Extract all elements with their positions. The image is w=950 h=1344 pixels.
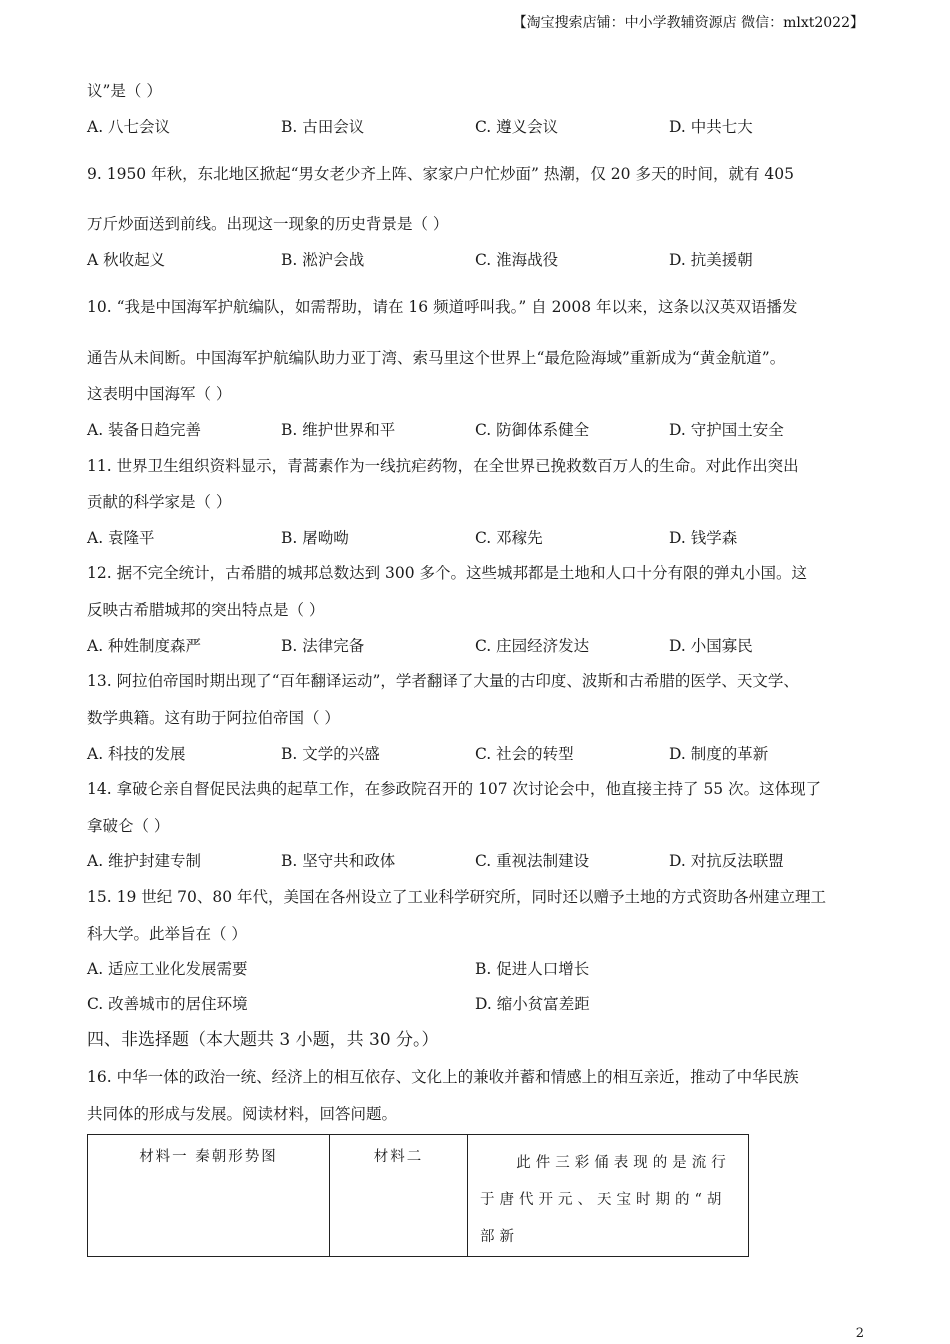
q8-option-a: A. 八七会议 <box>87 118 171 136</box>
q8-option-c: C. 遵义会议 <box>475 118 559 136</box>
q11-option-a: A. 袁隆平 <box>87 529 155 547</box>
q10-option-d: D. 守护国土安全 <box>669 421 784 439</box>
q11-option-d: D. 钱学森 <box>669 529 738 547</box>
q16-stem-line-1: 16. 中华一体的政治一统、经济上的相互依存、文化上的兼收并蓄和情感上的相互亲近，推动了中华民族 <box>87 1068 799 1086</box>
q13-option-c: C. 社会的转型 <box>475 745 574 763</box>
material-2-label-cell <box>330 1135 468 1257</box>
q12-option-c: C. 庄园经济发达 <box>475 637 590 655</box>
material-1-label: 材料一 秦朝形势图 <box>139 1149 278 1165</box>
q9-option-c: C. 淮海战役 <box>475 251 559 269</box>
q14-option-a: A. 维护封建专制 <box>87 852 202 870</box>
q9-option-b: B. 淞沪会战 <box>281 251 365 269</box>
q16-stem-line-2: 共同体的形成与发展。阅读材料，回答问题。 <box>87 1105 398 1123</box>
q10-option-c: C. 防御体系健全 <box>475 421 590 439</box>
q12-option-d: D. 小国寡民 <box>669 637 753 655</box>
q13-stem-line-1: 13. 阿拉伯帝国时期出现了“百年翻译运动”，学者翻译了大量的古印度、波斯和古希腊的医学、天文学、 <box>87 672 799 690</box>
q11-stem-line-2: 贡献的科学家是（ ） <box>87 493 232 511</box>
q14-stem-line-2: 拿破仑（ ） <box>87 817 170 835</box>
q9-option-a: A 秋收起义 <box>87 251 166 269</box>
q10-stem-line-3: 这表明中国海军（ ） <box>87 385 232 403</box>
q9-stem-line-2: 万斤炒面送到前线。出现这一现象的历史背景是（ ） <box>87 215 449 233</box>
q10-option-a: A. 装备日趋完善 <box>87 421 202 439</box>
material-2-label: 材料二 <box>373 1149 424 1165</box>
q10-option-b: B. 维护世界和平 <box>281 421 396 439</box>
material-2-text: 此件三彩俑表现的是流行于唐代开元、天宝时期的“胡部新 <box>480 1155 731 1245</box>
q14-stem-line-1: 14. 拿破仑亲自督促民法典的起草工作，在参政院召开的 107 次讨论会中，他直接主持了 55 次。这体现了 <box>87 780 822 798</box>
material-2-text-cell <box>468 1135 749 1257</box>
q9-stem-line-1: 9. 1950 年秋，东北地区掀起“男女老少齐上阵、家家户户忙炒面” 热潮，仅 20 多天的时间，就有 405 <box>87 165 794 183</box>
q12-stem-line-2: 反映古希腊城邦的突出特点是（ ） <box>87 601 325 619</box>
material-1-cell <box>88 1135 330 1257</box>
header-watermark-note: 【淘宝搜索店铺：中小学教辅资源店 微信：mlxt2022】 <box>512 15 864 31</box>
q15-option-c: C. 改善城市的居住环境 <box>87 995 248 1013</box>
page-number: 2 <box>855 1326 864 1341</box>
section-4-title: 四、非选择题（本大题共 3 小题，共 30 分。） <box>87 1030 439 1050</box>
q12-option-a: A. 种姓制度森严 <box>87 637 202 655</box>
q15-option-b: B. 促进人口增长 <box>475 960 590 978</box>
q10-stem-line-1: 10. “我是中国海军护航编队，如需帮助，请在 16 频道呼叫我。” 自 2008 年以来，这条以汉英双语播发 <box>87 298 798 316</box>
q14-option-c: C. 重视法制建设 <box>475 852 590 870</box>
q13-stem-line-2: 数学典籍。这有助于阿拉伯帝国（ ） <box>87 709 340 727</box>
q15-option-a: A. 适应工业化发展需要 <box>87 960 248 978</box>
materials-table <box>87 1134 749 1257</box>
q14-option-b: B. 坚守共和政体 <box>281 852 396 870</box>
q11-option-c: C. 邓稼先 <box>475 529 543 547</box>
q9-option-d: D. 抗美援朝 <box>669 251 753 269</box>
q14-option-d: D. 对抗反法联盟 <box>669 852 784 870</box>
q13-option-b: B. 文学的兴盛 <box>281 745 380 763</box>
q13-option-a: A. 科技的发展 <box>87 745 186 763</box>
q11-option-b: B. 屠呦呦 <box>281 529 349 547</box>
q15-stem-line-2: 科大学。此举旨在（ ） <box>87 925 247 943</box>
q8-stem-tail: 议”是（ ） <box>87 82 162 100</box>
q10-stem-line-2: 通告从未间断。中国海军护航编队助力亚丁湾、索马里这个世界上“最危险海域”重新成为“黄金航道”。 <box>87 349 786 367</box>
q13-option-d: D. 制度的革新 <box>669 745 769 763</box>
materials-row <box>88 1135 749 1257</box>
q15-option-d: D. 缩小贫富差距 <box>475 995 590 1013</box>
q8-option-b: B. 古田会议 <box>281 118 365 136</box>
q15-stem-line-1: 15. 19 世纪 70、80 年代，美国在各州设立了工业科学研究所，同时还以赠予土地的方式资助各州建立理工 <box>87 888 827 906</box>
q11-stem-line-1: 11. 世界卫生组织资料显示，青蒿素作为一线抗疟药物，在全世界已挽救数百万人的生命。对此作出突出 <box>87 457 799 475</box>
q8-option-d: D. 中共七大 <box>669 118 753 136</box>
q12-stem-line-1: 12. 据不完全统计，古希腊的城邦总数达到 300 多个。这些城邦都是土地和人口十分有限的弹丸小国。这 <box>87 564 808 582</box>
q12-option-b: B. 法律完备 <box>281 637 365 655</box>
